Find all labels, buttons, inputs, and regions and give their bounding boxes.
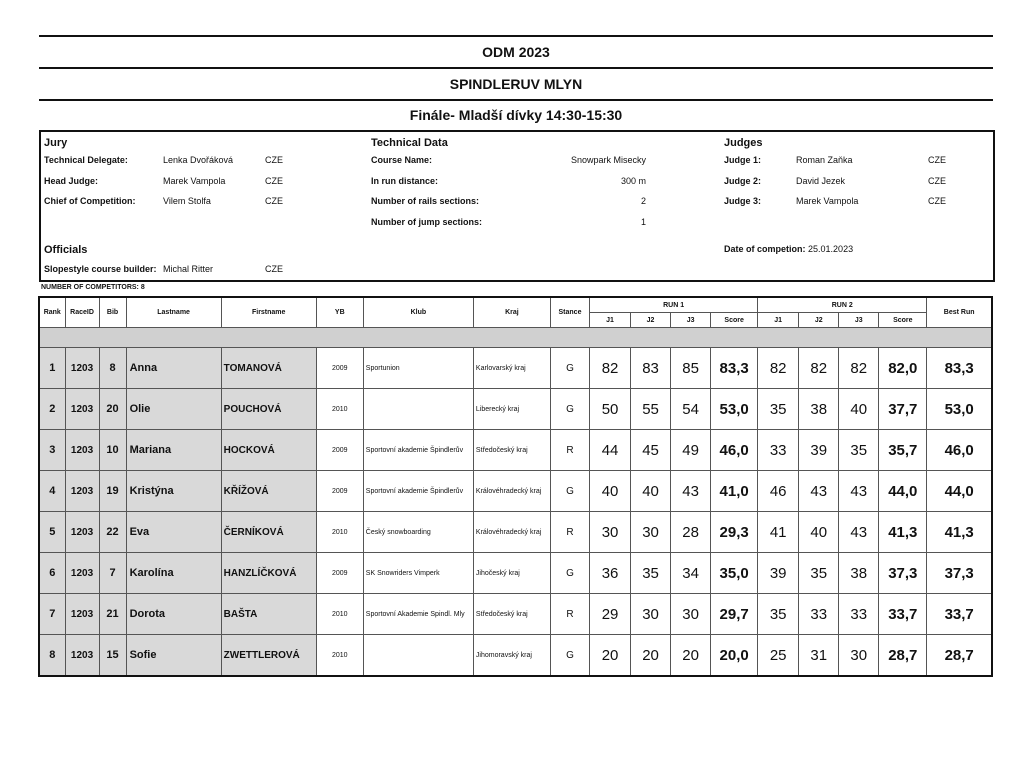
- jury-name: Marek Vampola: [163, 176, 226, 186]
- technical-label: Number of jump sections:: [371, 217, 483, 227]
- stance-cell: G: [550, 635, 589, 677]
- run1-j2-cell: 30: [631, 512, 671, 553]
- judge-nation: CZE: [928, 176, 946, 186]
- kraj-cell: Středočeský kraj: [473, 594, 550, 635]
- run1-score-cell: 83,3: [711, 348, 758, 389]
- klub-cell: Český snowboarding: [363, 512, 473, 553]
- bib-cell: 22: [99, 512, 126, 553]
- run1-j3-cell: 30: [671, 594, 711, 635]
- klub-cell: [363, 635, 473, 677]
- raceid-cell: 1203: [65, 348, 99, 389]
- run2-score-cell: 44,0: [879, 471, 927, 512]
- run2-j2-cell: 40: [799, 512, 839, 553]
- run1-j3-cell: 34: [671, 553, 711, 594]
- run1-j3-cell: 20: [671, 635, 711, 677]
- officials-name: Michal Ritter: [163, 264, 214, 274]
- run1-score-cell: 41,0: [711, 471, 758, 512]
- header-run2: RUN 2: [758, 297, 927, 313]
- technical-label: Course Name:: [371, 155, 433, 165]
- run1-j3-cell: 28: [671, 512, 711, 553]
- competition-date: [724, 244, 853, 254]
- best-run-cell: 33,7: [927, 594, 992, 635]
- rank-cell: 6: [39, 553, 65, 594]
- venue-name: SPINDLERUV MLYN: [449, 76, 583, 92]
- header-raceid: RaceID: [65, 297, 99, 328]
- officials-label: Slopestyle course builder:: [44, 264, 157, 274]
- run2-j2-cell: 43: [799, 471, 839, 512]
- raceid-cell: 1203: [65, 471, 99, 512]
- run2-j3-cell: 38: [839, 553, 879, 594]
- header-klub: Klub: [363, 297, 473, 328]
- yb-cell: 2009: [316, 553, 363, 594]
- raceid-cell: 1203: [65, 553, 99, 594]
- firstname-cell: BAŠTA: [221, 594, 316, 635]
- results-table: [38, 296, 993, 677]
- run1-j2-cell: 83: [631, 348, 671, 389]
- run1-j2-cell: 55: [631, 389, 671, 430]
- rank-cell: 4: [39, 471, 65, 512]
- jury-name: Lenka Dvořáková: [163, 155, 234, 165]
- best-run-cell: 53,0: [927, 389, 992, 430]
- run1-score-cell: 29,3: [711, 512, 758, 553]
- bib-cell: 20: [99, 389, 126, 430]
- raceid-cell: 1203: [65, 635, 99, 677]
- run2-j2-cell: 38: [799, 389, 839, 430]
- rank-cell: 1: [39, 348, 65, 389]
- lastname-cell: Kristýna: [126, 471, 221, 512]
- judge-label: Judge 2:: [724, 176, 762, 186]
- table-row: [39, 389, 992, 430]
- header-stance: Stance: [550, 297, 589, 328]
- klub-cell: Sportovní akademie Špindlerův: [363, 471, 473, 512]
- best-run-cell: 41,3: [927, 512, 992, 553]
- run2-score-cell: 41,3: [879, 512, 927, 553]
- run2-j2-cell: 31: [799, 635, 839, 677]
- header-run1: RUN 1: [590, 297, 758, 313]
- run1-j2-cell: 45: [631, 430, 671, 471]
- header-run1-j3: J3: [671, 313, 711, 328]
- header-run1-j1: J1: [590, 313, 631, 328]
- lastname-cell: Dorota: [126, 594, 221, 635]
- run2-score-cell: 82,0: [879, 348, 927, 389]
- run2-j3-cell: 82: [839, 348, 879, 389]
- run2-j1-cell: 35: [758, 389, 799, 430]
- bib-cell: 7: [99, 553, 126, 594]
- yb-cell: 2009: [316, 430, 363, 471]
- run2-j1-cell: 35: [758, 594, 799, 635]
- table-row: [39, 348, 992, 389]
- technical-value: 300 m: [620, 176, 646, 186]
- event-name: ODM 2023: [482, 44, 550, 60]
- stance-cell: G: [550, 553, 589, 594]
- header-run2-j1: J1: [758, 313, 799, 328]
- yb-cell: 2010: [316, 635, 363, 677]
- run2-score-cell: 28,7: [879, 635, 927, 677]
- judges-heading: Judges: [724, 137, 763, 149]
- firstname-cell: HANZLÍČKOVÁ: [221, 553, 316, 594]
- stance-cell: G: [550, 389, 589, 430]
- bib-cell: 10: [99, 430, 126, 471]
- officials-heading: Officials: [44, 244, 88, 256]
- run2-score-cell: 37,7: [879, 389, 927, 430]
- run1-j2-cell: 35: [631, 553, 671, 594]
- run1-j3-cell: 43: [671, 471, 711, 512]
- run2-j3-cell: 43: [839, 471, 879, 512]
- jury-label: Technical Delegate:: [44, 155, 128, 165]
- header-best-run: Best Run: [927, 297, 992, 328]
- run2-score-cell: 37,3: [879, 553, 927, 594]
- bib-cell: 15: [99, 635, 126, 677]
- bib-cell: 21: [99, 594, 126, 635]
- klub-cell: SK Snowriders Vimperk: [363, 553, 473, 594]
- stance-cell: R: [550, 594, 589, 635]
- kraj-cell: Karlovarský kraj: [473, 348, 550, 389]
- raceid-cell: 1203: [65, 512, 99, 553]
- firstname-cell: ČERNÍKOVÁ: [221, 512, 316, 553]
- competitors-count: NUMBER OF COMPETITORS: 8: [41, 284, 145, 291]
- run2-j3-cell: 33: [839, 594, 879, 635]
- table-row: [39, 553, 992, 594]
- judge-name: Marek Vampola: [796, 196, 859, 206]
- technical-value: 2: [640, 196, 646, 206]
- kraj-cell: Královéhradecký kraj: [473, 512, 550, 553]
- competition-info-box: [39, 130, 995, 282]
- yb-cell: 2010: [316, 389, 363, 430]
- best-run-cell: 83,3: [927, 348, 992, 389]
- kraj-cell: Jihomoravský kraj: [473, 635, 550, 677]
- jury-nation: CZE: [265, 155, 283, 165]
- kraj-cell: Jihočeský kraj: [473, 553, 550, 594]
- header-yb: YB: [316, 297, 363, 328]
- firstname-cell: HOCKOVÁ: [221, 430, 316, 471]
- header-lastname: Lastname: [126, 297, 221, 328]
- best-run-cell: 37,3: [927, 553, 992, 594]
- klub-cell: [363, 389, 473, 430]
- header-run2-score: Score: [879, 313, 927, 328]
- run2-j1-cell: 33: [758, 430, 799, 471]
- run1-score-cell: 35,0: [711, 553, 758, 594]
- run1-score-cell: 20,0: [711, 635, 758, 677]
- technical-value: 1: [640, 217, 646, 227]
- rank-cell: 3: [39, 430, 65, 471]
- run2-j2-cell: 35: [799, 553, 839, 594]
- run1-j1-cell: 50: [590, 389, 631, 430]
- run2-j1-cell: 39: [758, 553, 799, 594]
- stance-cell: G: [550, 348, 589, 389]
- firstname-cell: KŘÍŽOVÁ: [221, 471, 316, 512]
- run2-j3-cell: 30: [839, 635, 879, 677]
- jury-label: Chief of Competition:: [44, 196, 136, 206]
- judge-nation: CZE: [928, 155, 946, 165]
- jury-nation: CZE: [265, 176, 283, 186]
- table-spacer: [39, 328, 992, 348]
- header-run1-j2: J2: [631, 313, 671, 328]
- run1-j1-cell: 29: [590, 594, 631, 635]
- raceid-cell: 1203: [65, 389, 99, 430]
- table-row: [39, 471, 992, 512]
- judge-name: Roman Zaňka: [796, 155, 853, 165]
- rank-cell: 2: [39, 389, 65, 430]
- run1-j1-cell: 82: [590, 348, 631, 389]
- stance-cell: R: [550, 430, 589, 471]
- officials-nation: CZE: [265, 264, 283, 274]
- best-run-cell: 28,7: [927, 635, 992, 677]
- category-title: Finále- Mladší dívky 14:30-15:30: [409, 107, 623, 123]
- rank-cell: 5: [39, 512, 65, 553]
- divider: [39, 67, 993, 69]
- table-row: [39, 635, 992, 677]
- header-bib: Bib: [99, 297, 126, 328]
- run1-score-cell: 29,7: [711, 594, 758, 635]
- table-row: [39, 430, 992, 471]
- lastname-cell: Sofie: [126, 635, 221, 677]
- rank-cell: 7: [39, 594, 65, 635]
- run2-j1-cell: 41: [758, 512, 799, 553]
- jury-name: Vilem Stolfa: [163, 196, 211, 206]
- stance-cell: R: [550, 512, 589, 553]
- run1-score-cell: 46,0: [711, 430, 758, 471]
- judge-name: David Jezek: [796, 176, 846, 186]
- divider: [39, 99, 993, 101]
- bib-cell: 19: [99, 471, 126, 512]
- lastname-cell: Mariana: [126, 430, 221, 471]
- run2-score-cell: 33,7: [879, 594, 927, 635]
- lastname-cell: Olie: [126, 389, 221, 430]
- best-run-cell: 46,0: [927, 430, 992, 471]
- klub-cell: Sportunion: [363, 348, 473, 389]
- run1-j1-cell: 40: [590, 471, 631, 512]
- header-rank: Rank: [39, 297, 65, 328]
- header-firstname: Firstname: [221, 297, 316, 328]
- technical-value: Snowpark Misecky: [570, 155, 646, 165]
- run1-j3-cell: 49: [671, 430, 711, 471]
- technical-label: In run distance:: [371, 176, 439, 186]
- run1-j2-cell: 30: [631, 594, 671, 635]
- lastname-cell: Karolína: [126, 553, 221, 594]
- raceid-cell: 1203: [65, 430, 99, 471]
- run2-j2-cell: 82: [799, 348, 839, 389]
- jury-heading: Jury: [44, 137, 68, 149]
- date-value: 25.01.2023: [808, 244, 854, 254]
- rank-cell: 8: [39, 635, 65, 677]
- technical-label: Number of rails sections:: [371, 196, 480, 206]
- run2-j3-cell: 43: [839, 512, 879, 553]
- kraj-cell: Královéhradecký kraj: [473, 471, 550, 512]
- table-row: [39, 512, 992, 553]
- jury-nation: CZE: [265, 196, 283, 206]
- lastname-cell: Eva: [126, 512, 221, 553]
- technical-heading: Technical Data: [371, 137, 448, 149]
- run2-j3-cell: 35: [839, 430, 879, 471]
- kraj-cell: Liberecký kraj: [473, 389, 550, 430]
- run1-j2-cell: 20: [631, 635, 671, 677]
- judge-label: Judge 1:: [724, 155, 762, 165]
- run1-j3-cell: 85: [671, 348, 711, 389]
- yb-cell: 2009: [316, 348, 363, 389]
- run2-j1-cell: 25: [758, 635, 799, 677]
- run2-j1-cell: 82: [758, 348, 799, 389]
- header-run2-j2: J2: [799, 313, 839, 328]
- klub-cell: Sportovní akademie Špindlerův: [363, 430, 473, 471]
- run2-j2-cell: 39: [799, 430, 839, 471]
- bib-cell: 8: [99, 348, 126, 389]
- run2-j2-cell: 33: [799, 594, 839, 635]
- yb-cell: 2010: [316, 594, 363, 635]
- header-kraj: Kraj: [473, 297, 550, 328]
- run1-j1-cell: 20: [590, 635, 631, 677]
- best-run-cell: 44,0: [927, 471, 992, 512]
- run1-j1-cell: 36: [590, 553, 631, 594]
- firstname-cell: ZWETTLEROVÁ: [221, 635, 316, 677]
- judge-label: Judge 3:: [724, 196, 762, 206]
- klub-cell: Sportovní Akademie Spindl. Mly: [363, 594, 473, 635]
- run1-j1-cell: 44: [590, 430, 631, 471]
- header-run2-j3: J3: [839, 313, 879, 328]
- table-row: [39, 594, 992, 635]
- jury-label: Head Judge:: [44, 176, 99, 186]
- date-label: Date of competion:: [724, 244, 806, 254]
- divider: [39, 35, 993, 37]
- run1-j2-cell: 40: [631, 471, 671, 512]
- judge-nation: CZE: [928, 196, 946, 206]
- run1-j1-cell: 30: [590, 512, 631, 553]
- firstname-cell: POUCHOVÁ: [221, 389, 316, 430]
- run2-j1-cell: 46: [758, 471, 799, 512]
- kraj-cell: Středočeský kraj: [473, 430, 550, 471]
- run1-j3-cell: 54: [671, 389, 711, 430]
- run2-score-cell: 35,7: [879, 430, 927, 471]
- yb-cell: 2009: [316, 471, 363, 512]
- header-run1-score: Score: [711, 313, 758, 328]
- run2-j3-cell: 40: [839, 389, 879, 430]
- firstname-cell: TOMANOVÁ: [221, 348, 316, 389]
- yb-cell: 2010: [316, 512, 363, 553]
- lastname-cell: Anna: [126, 348, 221, 389]
- stance-cell: G: [550, 471, 589, 512]
- raceid-cell: 1203: [65, 594, 99, 635]
- run1-score-cell: 53,0: [711, 389, 758, 430]
